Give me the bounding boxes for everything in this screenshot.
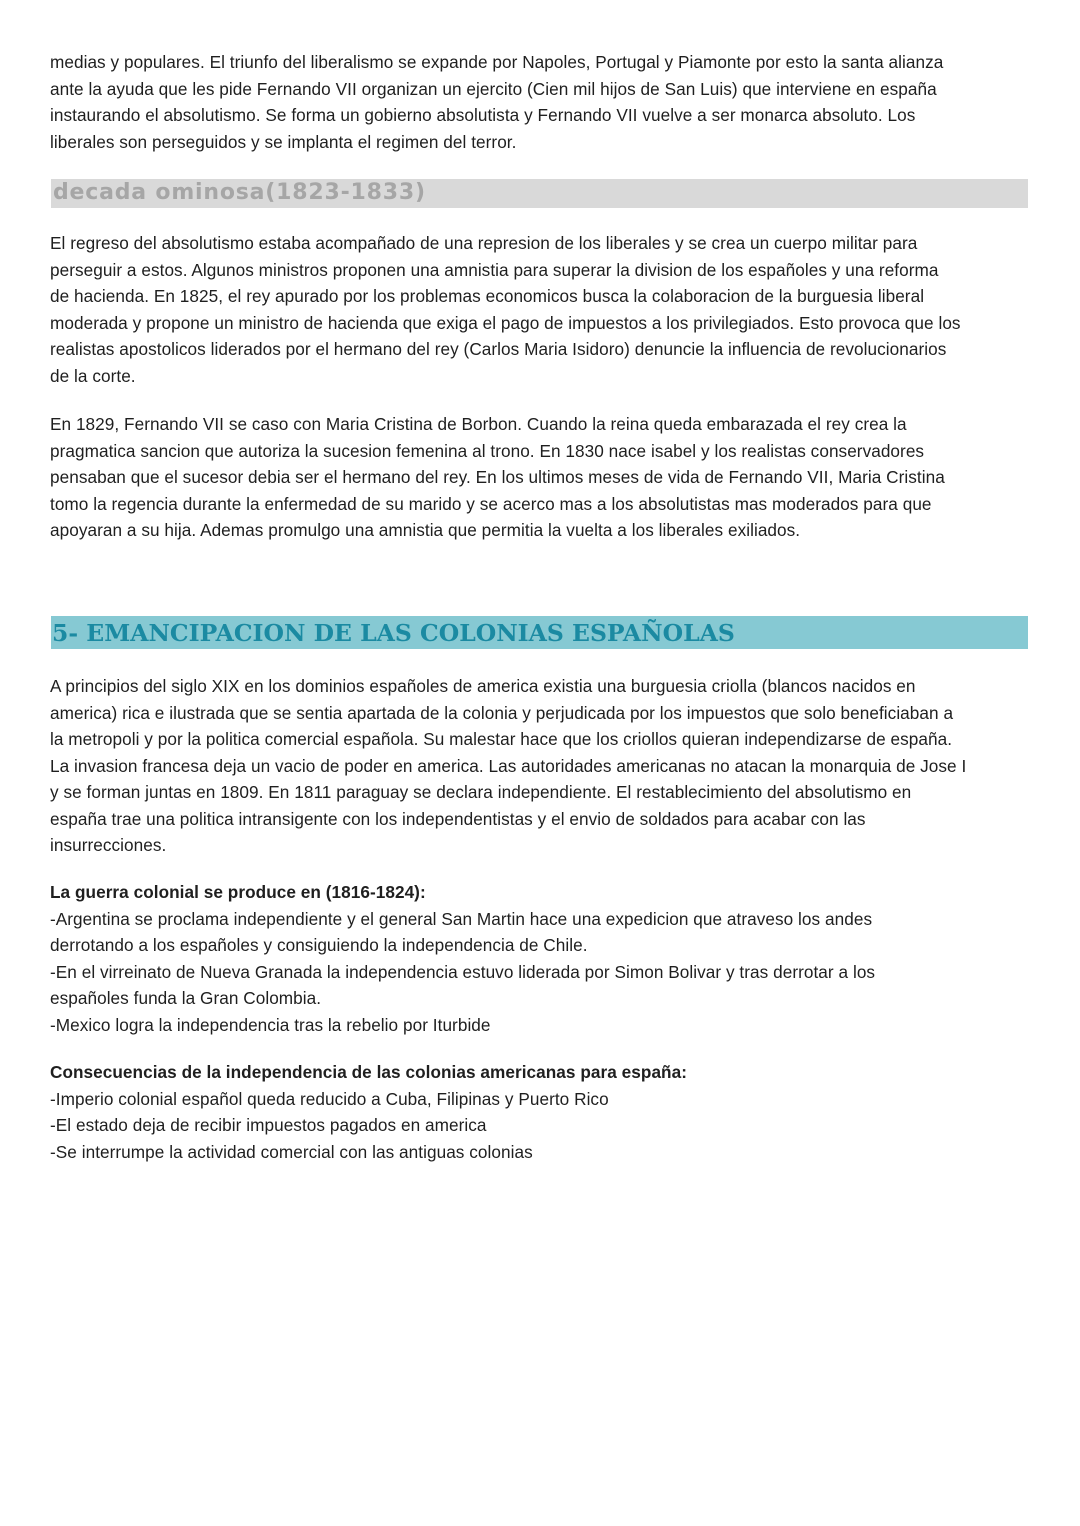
section-heading-emancipacion bbox=[51, 616, 1028, 649]
text-line: perseguir a estos. Algunos ministros proponen una amnistia para superar la division de los españoles y una reforma bbox=[50, 259, 939, 280]
text-line: liberales son perseguidos y se implanta el regimen del terror. bbox=[50, 131, 517, 152]
list-item: -Se interrumpe la actividad comercial con las antiguas colonias bbox=[50, 1141, 533, 1162]
list-item: -En el virreinato de Nueva Granada la independencia estuvo liderada por Simon Bolivar y tras derrotar a los bbox=[50, 961, 876, 982]
consecuencias-title: Consecuencias de la independencia de las colonias americanas para españa: bbox=[50, 1062, 687, 1082]
consecuencias-block bbox=[50, 1059, 1032, 1165]
list-item: derrotando a los españoles y consiguiendo la independencia de Chile. bbox=[50, 935, 588, 955]
list-item: españoles funda la Gran Colombia. bbox=[50, 988, 322, 1008]
text-line: de hacienda. En 1825, el rey apurado por los problemas economicos busca la colaboracion de la burguesia liberal bbox=[50, 286, 925, 306]
text-line: realistas apostolicos liderados por el hermano del rey (Carlos Maria Isidoro) denuncie la influencia de revolucionarios bbox=[50, 339, 947, 359]
text-line: america) rica e ilustrada que se sentia apartada de la colonia y perjudicada por los impuestos que solo beneficiaban a bbox=[50, 702, 954, 723]
text-line: la metropoli y por la politica comercial española. Su malestar hace que los criollos quieran independizarse de españa. bbox=[50, 729, 953, 749]
text-line: moderada y propone un ministro de hacienda que exiga el pago de impuestos a los privilegiados. Esto provoca que los bbox=[50, 312, 961, 333]
intro-paragraph bbox=[50, 49, 1032, 155]
text-line: medias y populares. El triunfo del liberalismo se expande por Napoles, Portugal y Piamonte por esto la santa alianza bbox=[50, 52, 944, 72]
decada-paragraph-2 bbox=[50, 411, 1032, 544]
guerra-colonial-title: La guerra colonial se produce en (1816-1824): bbox=[50, 882, 426, 902]
text-line: instaurando el absolutismo. Se forma un gobierno absolutista y Fernando VII vuelve a ser monarca absoluto. Los bbox=[50, 105, 916, 125]
decada-paragraph-1 bbox=[50, 230, 1032, 389]
section-subheading-decada-ominosa bbox=[51, 179, 1028, 208]
text-line: pragmatica sancion que autoriza la sucesion femenina al trono. En 1830 nace isabel y los realistas conservadores bbox=[50, 440, 925, 461]
emancipacion-paragraph bbox=[50, 673, 1032, 859]
guerra-colonial-block bbox=[50, 879, 1032, 1038]
list-item: -Argentina se proclama independiente y el general San Martin hace una expedicion que atraveso los andes bbox=[50, 908, 873, 929]
subheading-text: decada ominosa(1823-1833) bbox=[53, 180, 426, 205]
list-item: -Imperio colonial español queda reducido a Cuba, Filipinas y Puerto Rico bbox=[50, 1088, 609, 1109]
list-item: -Mexico logra la independencia tras la rebelio por Iturbide bbox=[50, 1014, 491, 1035]
text-line: tomo la regencia durante la enfermedad de su marido y se acerco mas a los absolutistas mas moderados para que bbox=[50, 493, 932, 514]
text-line: insurrecciones. bbox=[50, 835, 167, 855]
heading-text: 5- EMANCIPACION DE LAS COLONIAS ESPAÑOLAS bbox=[52, 619, 735, 647]
text-line: apoyaran a su hija. Ademas promulgo una amnistia que permitia la vuelta a los liberales exiliados. bbox=[50, 520, 801, 540]
text-line: A principios del siglo XIX en los dominios españoles de america existia una burguesia criolla (blancos nacidos en bbox=[50, 676, 916, 696]
text-line: ante la ayuda que les pide Fernando VII organizan un ejercito (Cien mil hijos de San Luis) que interviene en españa bbox=[50, 78, 937, 99]
text-line: En 1829, Fernando VII se caso con Maria Cristina de Borbon. Cuando la reina queda embarazada el rey crea la bbox=[50, 414, 907, 434]
text-line: La invasion francesa deja un vacio de poder en america. Las autoridades americanas no atacan la monarquia de Jose I bbox=[50, 755, 967, 776]
list-item: -El estado deja de recibir impuestos pagados en america bbox=[50, 1115, 487, 1135]
text-line: de la corte. bbox=[50, 365, 136, 386]
text-line: pensaban que el sucesor debia ser el hermano del rey. En los ultimos meses de vida de Fernando VII, Maria Cristina bbox=[50, 467, 945, 487]
text-line: El regreso del absolutismo estaba acompañado de una represion de los liberales y se crea un cuerpo militar para bbox=[50, 233, 918, 253]
text-line: y se forman juntas en 1809. En 1811 paraguay se declara independiente. El restablecimiento del absolutismo en bbox=[50, 782, 912, 802]
text-line: españa trae una politica intransigente con los independentistas y el envio de soldados para acabar con las bbox=[50, 808, 866, 829]
